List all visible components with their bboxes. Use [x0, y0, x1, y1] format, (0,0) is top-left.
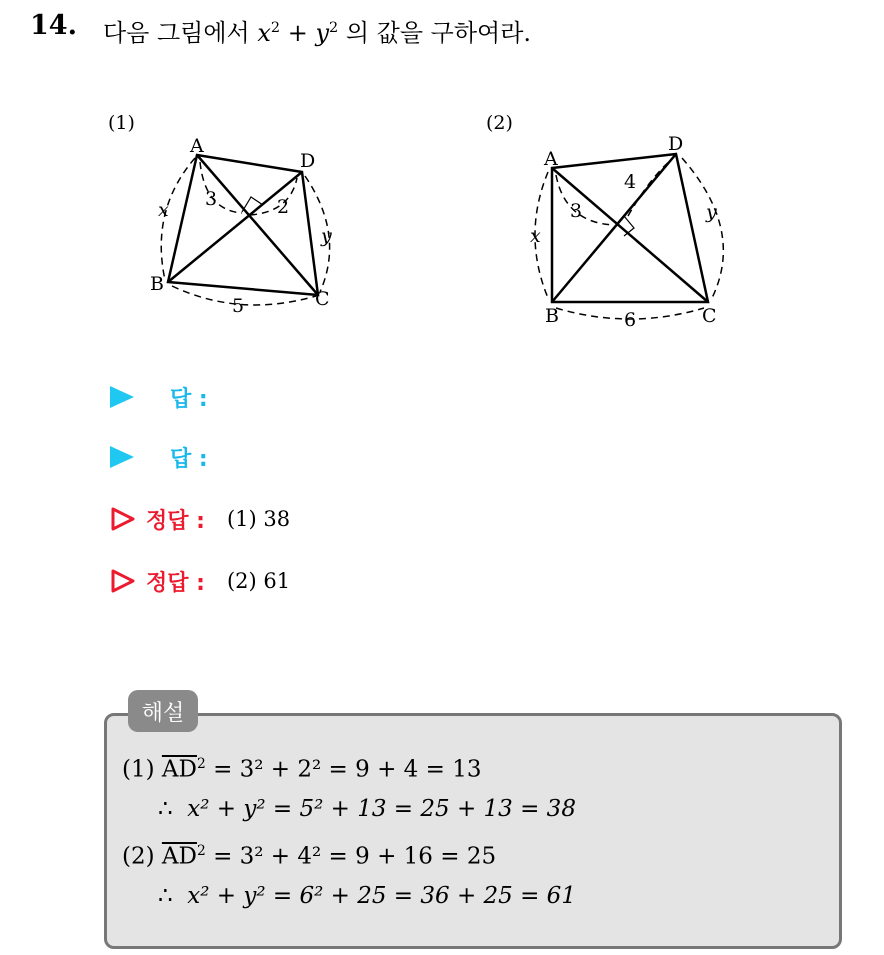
therefore-symbol-2: ∴ [158, 883, 173, 909]
solution-line-3 [122, 843, 496, 870]
therefore-symbol-1: ∴ [158, 796, 173, 822]
play-arrow-icon [110, 386, 134, 408]
plus-sign: + [287, 19, 308, 47]
label-y-2: y [706, 201, 717, 223]
point-a-2: A [544, 148, 558, 170]
question-text-before: 다음 그림에서 [103, 19, 250, 47]
solution-part1-equation: = 3² + 2² = 9 + 4 = 13 [213, 756, 482, 783]
label-3-1: 3 [205, 188, 218, 210]
segment-ad-2: $\overline{AD}$ [161, 843, 197, 870]
solution-part1-conclusion: x² + y² = 5² + 13 = 25 + 13 = 38 [187, 796, 576, 822]
solution-line-4 [158, 883, 576, 909]
point-b-2: B [545, 305, 559, 327]
correct-label-2: 정답 : [146, 570, 205, 596]
exp-x: 2 [270, 20, 281, 36]
label-3-2: 3 [570, 200, 583, 222]
dashed-arc-3-2 [556, 175, 613, 225]
label-4-2: 4 [624, 171, 637, 193]
correct-answer-row-2 [110, 564, 290, 598]
solution-part1-prefix: (1) [122, 756, 155, 783]
exp-y: 2 [329, 20, 339, 36]
outline-arrow-icon [110, 506, 136, 532]
solution-box [104, 713, 842, 949]
label-y-1: y [321, 225, 332, 247]
point-a-1: A [190, 135, 204, 157]
question-number: 14. [30, 10, 77, 41]
answer-label-2: 답 : [170, 446, 208, 472]
point-d-2: D [668, 133, 684, 155]
correct-label-1: 정답 : [146, 508, 205, 534]
answer-row-1 [110, 380, 208, 414]
figure-1-label: (1) [108, 112, 135, 134]
correct-value-2: (2) 61 [226, 569, 291, 593]
label-6-2: 6 [624, 309, 637, 331]
var-y: y [315, 19, 330, 47]
segment-ad-1: $\overline{AD}$ [161, 756, 197, 783]
figure-2-diagram [0, 0, 884, 340]
answer-label-1: 답 : [170, 386, 208, 412]
question-text-after: 의 값을 구하여라. [345, 19, 532, 47]
solution-tag: 해설 [128, 690, 198, 732]
diagonal-bd-2 [552, 154, 676, 302]
solution-part2-equation: = 3² + 4² = 9 + 16 = 25 [213, 843, 497, 870]
play-arrow-icon [110, 446, 134, 468]
label-x-2: x [530, 225, 541, 247]
segment-ad-square-2: 2 [196, 843, 206, 859]
point-c-2: C [702, 305, 717, 327]
solution-line-1 [122, 756, 481, 783]
solution-line-2 [158, 796, 576, 822]
label-2-1: 2 [277, 196, 290, 218]
correct-answer-row-1 [110, 502, 290, 536]
solution-part2-conclusion: x² + y² = 6² + 25 = 36 + 25 = 61 [187, 883, 576, 909]
correct-value-1: (1) 38 [226, 507, 291, 531]
figure-2-label: (2) [486, 112, 513, 134]
label-5-1: 5 [232, 295, 245, 317]
segment-ad-square-1: 2 [196, 756, 206, 772]
outline-arrow-icon [110, 568, 136, 594]
label-x-1: x [158, 199, 169, 221]
solution-part2-prefix: (2) [122, 843, 155, 870]
var-x: x [257, 19, 271, 47]
point-c-1: C [315, 288, 330, 310]
point-d-1: D [300, 150, 316, 172]
point-b-1: B [150, 273, 164, 295]
answer-row-2 [110, 440, 208, 474]
